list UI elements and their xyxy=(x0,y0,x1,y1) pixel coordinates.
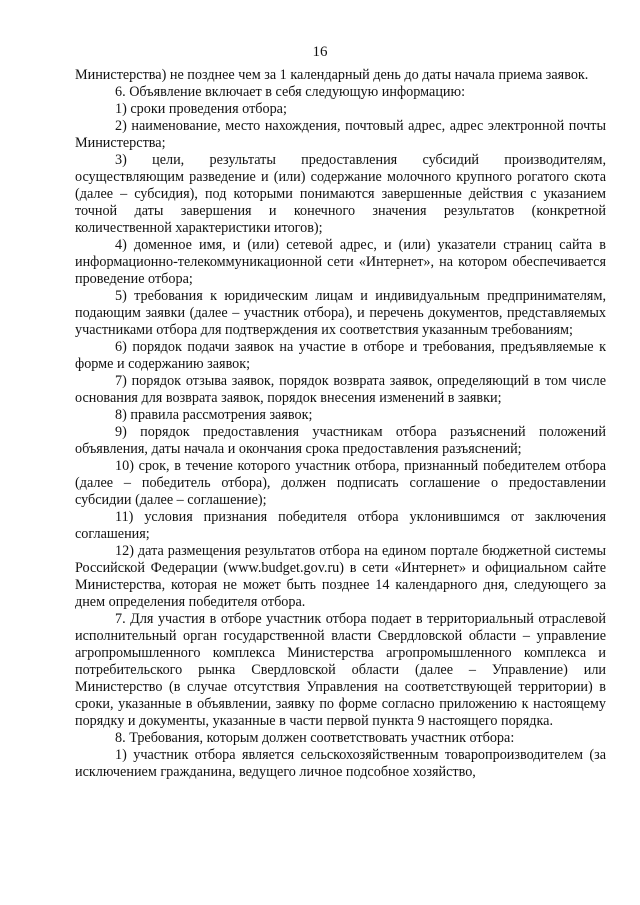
paragraph-item-7: 7. Для участия в отборе участник отбора подает в территориальный отраслевой исполнительный орган государственной власти Свердловской области – управление агропромышленного комплекса Министерства агропромышленного комплекса и потребительского рынка Свердловской области (далее – Управление) или Министерство (в случае отсутствия Управления на соответствующей территории) в сроки, указанные в объявлении, заявку по форме согласно приложению к настоящему порядку и документы, указанные в части первой пункта 9 настоящего порядка. xyxy=(75,611,606,729)
paragraph-subitem-6: 6) порядок подачи заявок на участие в отборе и требования, предъявляемые к форме и содержанию заявок; xyxy=(75,339,606,372)
paragraph-item-8-subitem-1: 1) участник отбора является сельскохозяйственным товаропроизводителем (за исключением гражданина, ведущего личное подсобное хозяйство, xyxy=(75,747,606,780)
paragraph-subitem-5: 5) требования к юридическим лицам и индивидуальным предпринимателям, подающим заявки (далее – участник отбора), и перечень документов, представляемых участниками отбора для подтверждения их соответствия указанным требованиям; xyxy=(75,288,606,338)
paragraph-subitem-7: 7) порядок отзыва заявок, порядок возврата заявок, определяющий в том числе основания для возврата заявок, порядок внесения изменений в заявки; xyxy=(75,373,606,406)
paragraph-subitem-10: 10) срок, в течение которого участник отбора, признанный победителем отбора (далее – победитель отбора), должен подписать соглашение о предоставлении субсидии (далее – соглашение); xyxy=(75,458,606,508)
paragraph-subitem-8: 8) правила рассмотрения заявок; xyxy=(115,407,313,423)
paragraph-subitem-12: 12) дата размещения результатов отбора на едином портале бюджетной системы Российской Федерации (www.budget.gov.ru) в сети «Интернет» и официальном сайте Министерства, которая не может быть позднее 14 календарного дня, следующего за днем определения победителя отбора. xyxy=(75,543,606,610)
page-number: 16 xyxy=(312,44,328,60)
paragraph-subitem-11: 11) условия признания победителя отбора уклонившимся от заключения соглашения; xyxy=(75,509,606,542)
paragraph-subitem-9: 9) порядок предоставления участникам отбора разъяснений положений объявления, даты начала и окончания срока предоставления разъяснений; xyxy=(75,424,606,457)
paragraph-subitem-3: 3) цели, результаты предоставления субсидий производителям, осуществляющим разведение и (или) содержание молочного крупного рогатого скота (далее – субсидия), под которыми понимаются завершенные действия с указанием точной даты завершения и конечного значения результатов (конкретной количественной характеристики итогов); xyxy=(75,152,606,236)
paragraph-item-6-heading: 6. Объявление включает в себя следующую информацию: xyxy=(115,84,466,100)
paragraph-subitem-4: 4) доменное имя, и (или) сетевой адрес, и (или) указатели страниц сайта в информационно-телекоммуникационной сети «Интернет», на котором обеспечивается проведение отбора; xyxy=(75,237,606,287)
document-body xyxy=(75,67,606,781)
paragraph-subitem-1: 1) сроки проведения отбора; xyxy=(115,101,287,117)
paragraph-continuation: Министерства) не позднее чем за 1 календарный день до даты начала приема заявок. xyxy=(75,67,589,83)
paragraph-subitem-2: 2) наименование, место нахождения, почтовый адрес, адрес электронной почты Министерства; xyxy=(75,118,606,151)
paragraph-item-8-heading: 8. Требования, которым должен соответствовать участник отбора: xyxy=(115,730,515,746)
